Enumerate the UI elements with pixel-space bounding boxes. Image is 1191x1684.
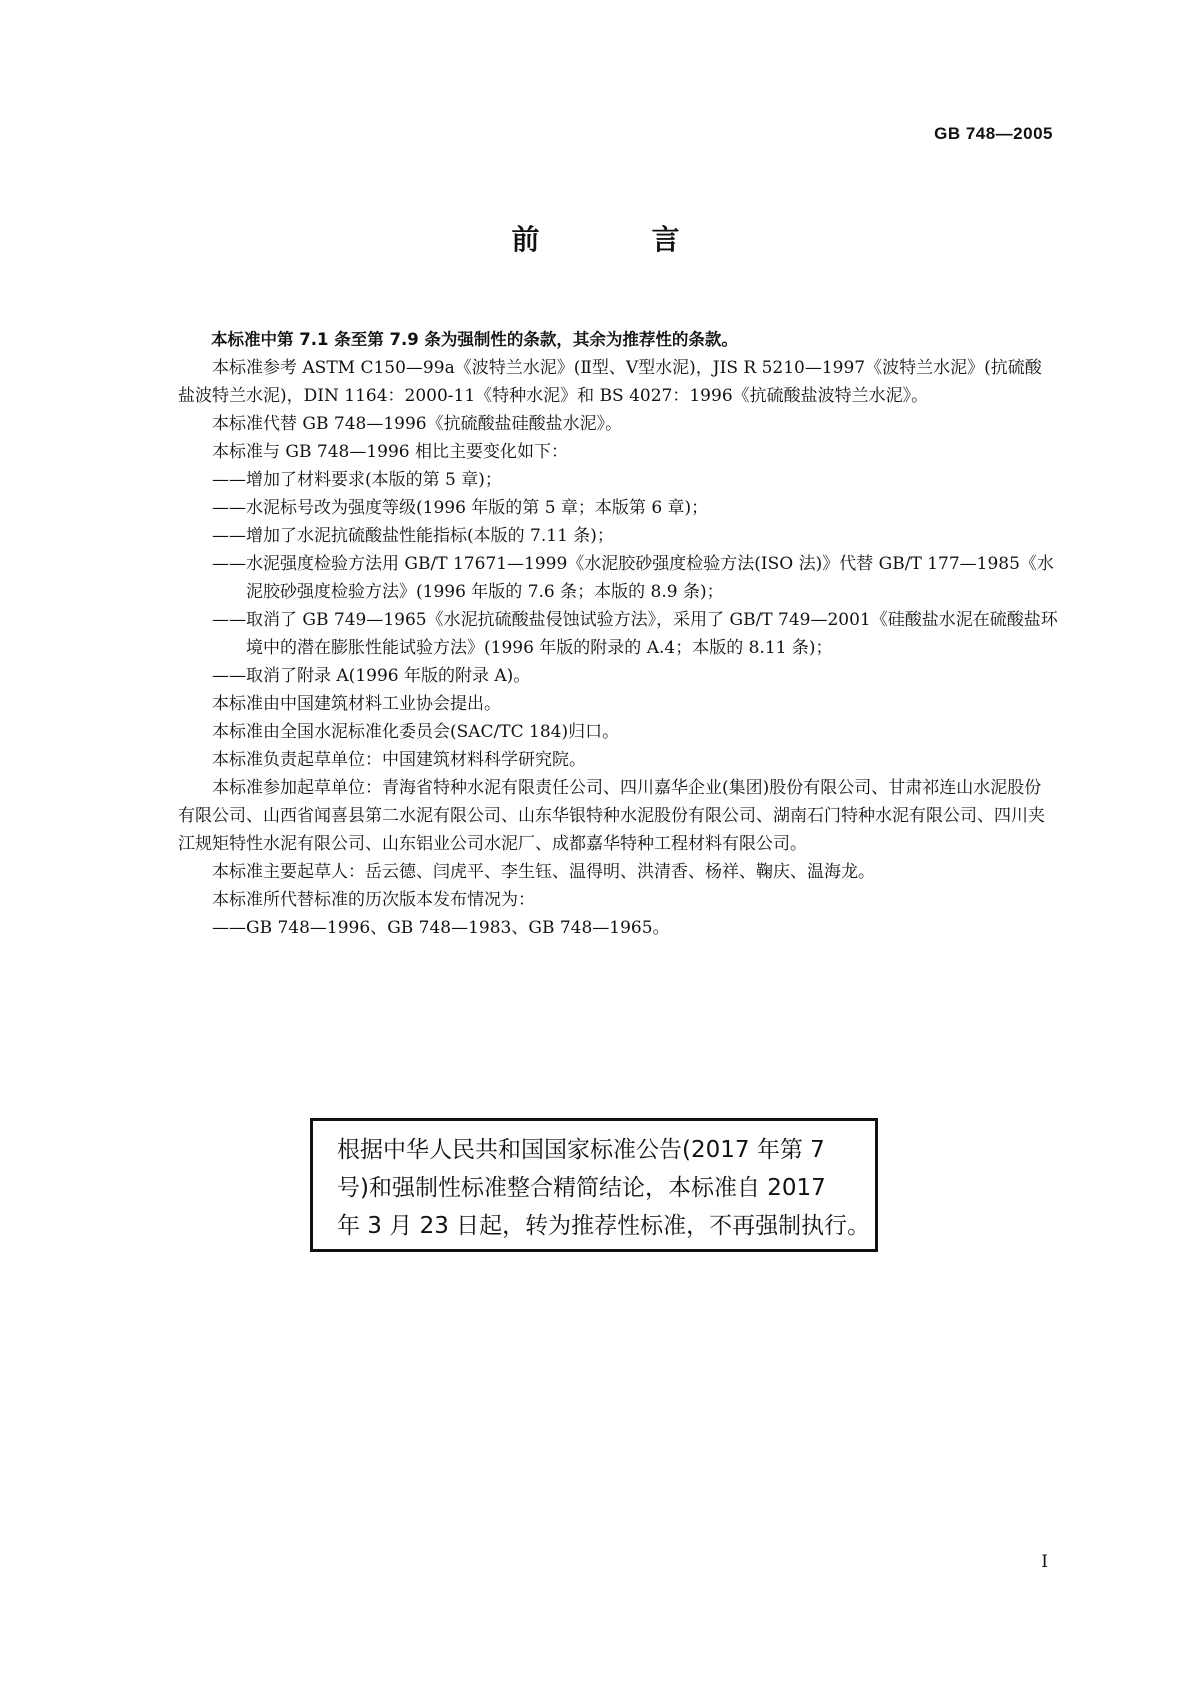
mandatory-clause-statement: 本标准中第 7.1 条至第 7.9 条为强制性的条款，其余为推荐性的条款。 bbox=[211, 330, 738, 349]
change-item: ——取消了 GB 749—1965《水泥抗硫酸盐侵蚀试验方法》，采用了 GB/T 749—2001《硅酸盐水泥在硫酸盐环境中的潜在膨胀性能试验方法》(1996 年版的附录的 A.4；本版的 8.11 条)； bbox=[212, 610, 1058, 658]
notice-line: 年 3 月 23 日起，转为推荐性标准，不再强制执行。 bbox=[337, 1213, 871, 1239]
change-item: ——水泥标号改为强度等级(1996 年版的第 5 章；本版第 6 章)； bbox=[212, 498, 709, 518]
change-item: ——取消了附录 A(1996 年版的附录 A)。 bbox=[212, 666, 531, 686]
foreword-body bbox=[178, 326, 1058, 942]
notice-line: 根据中华人民共和国国家标准公告(2017 年第 7 bbox=[337, 1137, 825, 1163]
paragraph-history-intro: 本标准所代替标准的历次版本发布情况为： bbox=[212, 890, 535, 910]
paragraph-participating-units: 本标准参加起草单位：青海省特种水泥有限责任公司、四川嘉华企业(集团)股份有限公司、甘肃祁连山水泥股份有限公司、山西省闻喜县第二水泥有限公司、山东华银特种水泥股份有限公司、湖南石门特种水泥有限公司、四川夹江规矩特性水泥有限公司、山东铝业公司水泥厂、成都嘉华特种工程材料有限公司。 bbox=[178, 778, 1045, 854]
notice-line: 号)和强制性标准整合精简结论，本标准自 2017 bbox=[337, 1175, 826, 1201]
paragraph-proposed-by: 本标准由中国建筑材料工业协会提出。 bbox=[212, 694, 501, 714]
page-number: I bbox=[1041, 1552, 1048, 1572]
paragraph-replaces: 本标准代替 GB 748—1996《抗硫酸盐硅酸盐水泥》。 bbox=[212, 414, 623, 434]
paragraph-changes-intro: 本标准与 GB 748—1996 相比主要变化如下： bbox=[212, 442, 568, 462]
history-item: ——GB 748—1996、GB 748—1983、GB 748—1965。 bbox=[212, 918, 670, 938]
standard-code: GB 748—2005 bbox=[934, 124, 1053, 143]
paragraph-reference-standards: 本标准参考 ASTM C150—99a《波特兰水泥》(Ⅱ型、Ⅴ型水泥)，JIS R 5210—1997《波特兰水泥》(抗硫酸盐波特兰水泥)，DIN 1164：2000-11《特种水泥》和 BS 4027：1996《抗硫酸盐波特兰水泥》。 bbox=[178, 358, 1042, 406]
change-item: ——增加了材料要求(本版的第 5 章)； bbox=[212, 470, 502, 490]
notice-box bbox=[310, 1118, 878, 1252]
paragraph-administered-by: 本标准由全国水泥标准化委员会(SAC/TC 184)归口。 bbox=[212, 722, 620, 742]
change-item: ——增加了水泥抗硫酸盐性能指标(本版的 7.11 条)； bbox=[212, 526, 614, 546]
page-title: 前 言 bbox=[511, 223, 722, 256]
change-item: ——水泥强度检验方法用 GB/T 17671—1999《水泥胶砂强度检验方法(ISO 法)》代替 GB/T 177—1985《水泥胶砂强度检验方法》(1996 年版的 7.6 条；本版的 8.9 条)； bbox=[212, 554, 1054, 602]
paragraph-drafters: 本标准主要起草人：岳云德、闫虎平、李生钰、温得明、洪清香、杨祥、鞠庆、温海龙。 bbox=[212, 862, 875, 882]
paragraph-drafting-unit: 本标准负责起草单位：中国建筑材料科学研究院。 bbox=[212, 750, 586, 770]
